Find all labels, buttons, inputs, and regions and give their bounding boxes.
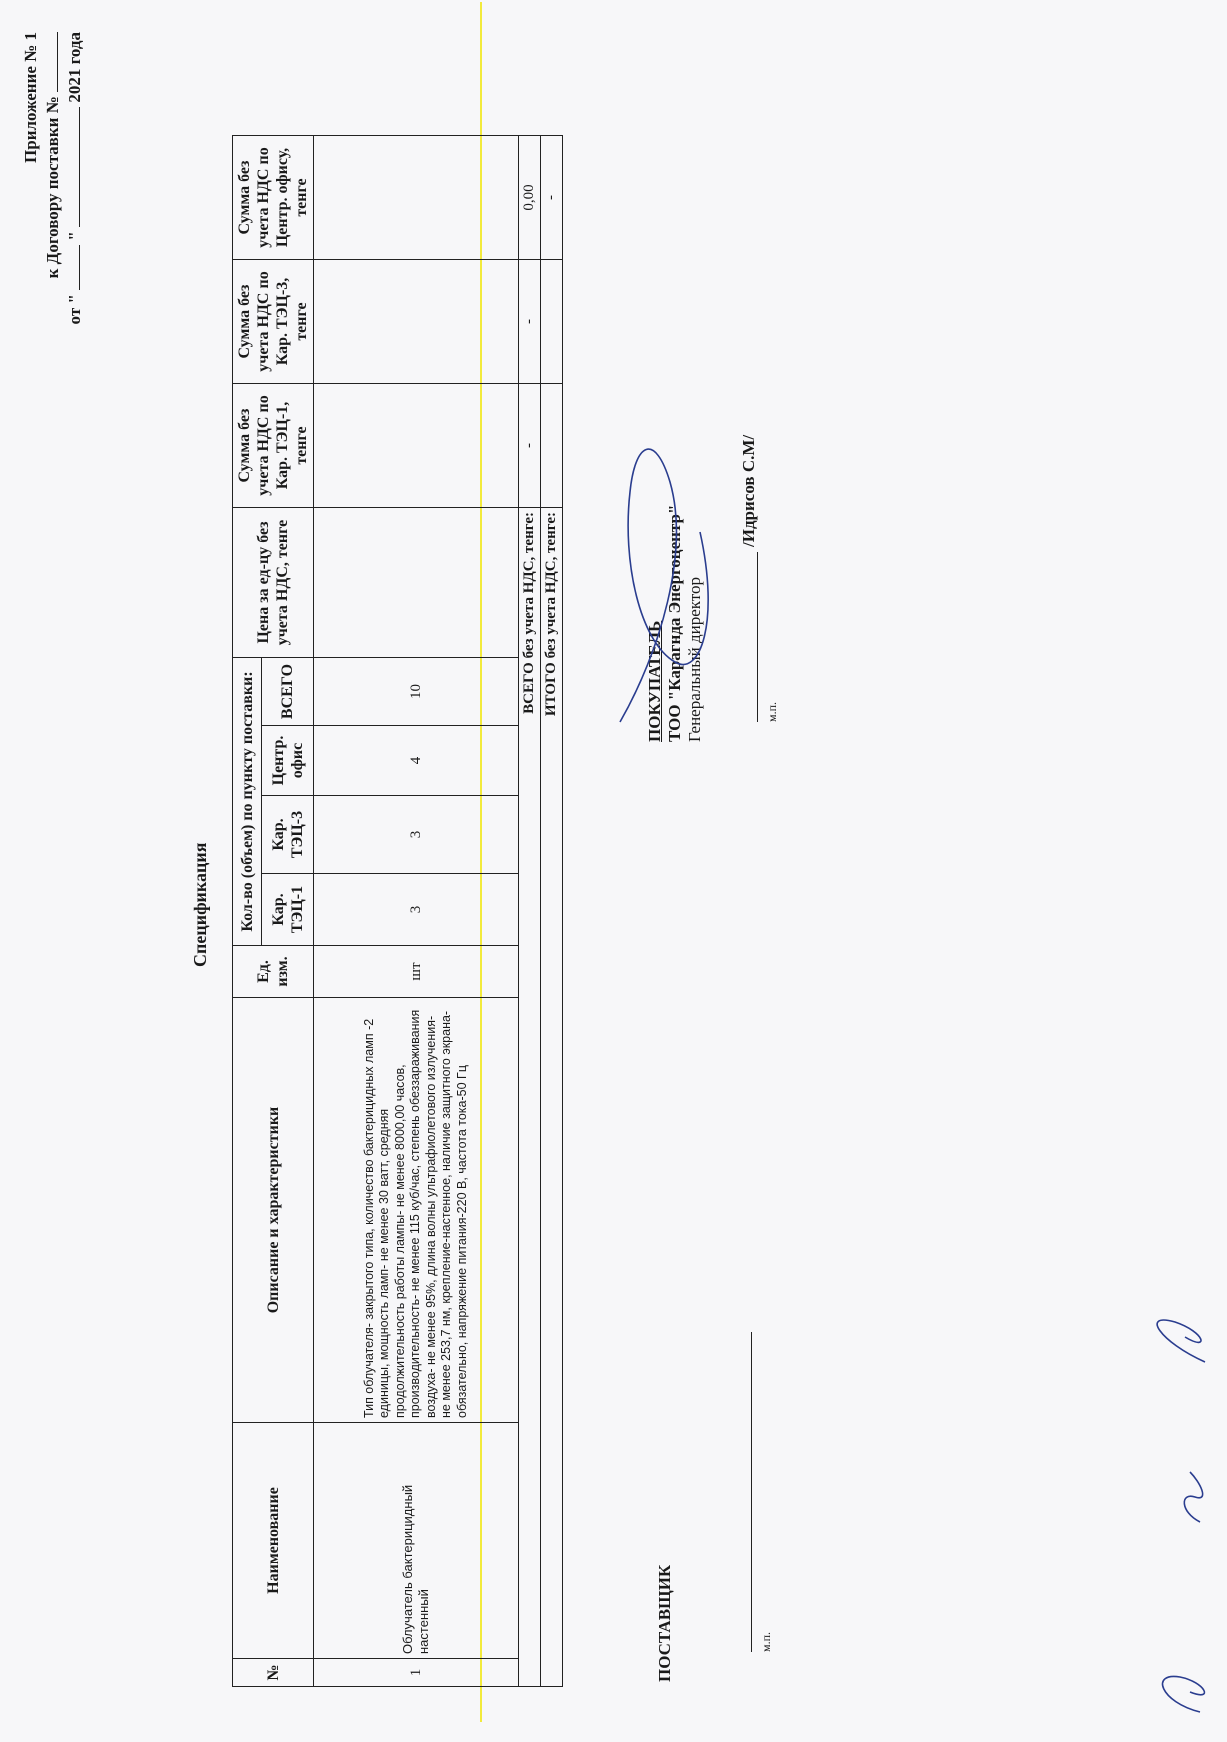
- row-name: Облучатель бактерицидный настенный: [314, 1423, 519, 1659]
- grand-total-sum-tec3: [541, 260, 563, 384]
- row-desc: Тип облучателя- закрытого типа, количество бактерицидных ламп -2 единицы, мощность ламп- не менее 30 ватт, средняя продолжительность работы лампы- не менее 8000,00 часов, производительность- не менее 115 куб/час, степень обеззараживания воздуха- не менее 95%, длина волны ультрафиолетового излучения- не менее 253,7 нм, крепление-настенное, наличие защитного экрана-обязательно, напряжение питания-220 В, частота тока-50 Гц: [314, 998, 519, 1423]
- row-qty-tec1: 3: [314, 874, 519, 946]
- row-price: [314, 508, 519, 658]
- total-sum-office: 0,00: [519, 136, 541, 260]
- supplier-label: ПОСТАВЩИК: [655, 1564, 674, 1682]
- row-sum-office: [314, 136, 519, 260]
- grand-total-sum-tec1: [541, 384, 563, 508]
- buyer-role: Генеральный директор: [685, 576, 704, 742]
- col-header-qty-tec3: Кар. ТЭЦ-3: [262, 796, 314, 874]
- col-header-qty-tec1: Кар. ТЭЦ-1: [262, 874, 314, 946]
- col-header-unit: Ед. изм.: [233, 946, 314, 998]
- contract-ref: к Договору поставки №: [42, 32, 64, 462]
- header-row-1: [233, 136, 262, 1687]
- row-unit: шт: [314, 946, 519, 998]
- appendix-number: Приложение № 1: [21, 32, 40, 163]
- page-title: Спецификация: [190, 842, 210, 967]
- total-sum-tec3: -: [519, 260, 541, 384]
- col-header-qty-total: ВСЕГО: [262, 658, 314, 726]
- table-row: [314, 136, 519, 1687]
- supplier-sign-line: [751, 1332, 752, 1652]
- buyer-label: ПОКУПАТЕЛЬ: [645, 620, 664, 742]
- total-sum-tec1: -: [519, 384, 541, 508]
- contract-date: от " " 2021 года: [65, 32, 84, 325]
- appendix-header: [20, 32, 86, 462]
- col-header-sum-tec3: Сумма без учета НДС по Кар. ТЭЦ-3, тенге: [233, 260, 314, 384]
- buyer-mp: м.п.: [765, 701, 779, 722]
- col-header-desc: Описание и характеристики: [233, 998, 314, 1423]
- buyer-sign-line: [757, 552, 758, 722]
- total-row: [519, 136, 541, 1687]
- col-header-num: №: [233, 1659, 314, 1687]
- col-header-price: Цена за ед-цу без учета НДС, тенге: [233, 508, 314, 658]
- row-sum-tec1: [314, 384, 519, 508]
- row-sum-tec3: [314, 260, 519, 384]
- grand-total-row: [541, 136, 563, 1687]
- grand-total-sum-office: -: [541, 136, 563, 260]
- row-num: 1: [314, 1659, 519, 1687]
- buyer-handwritten-signature: [600, 412, 740, 732]
- row-qty-tec3: 3: [314, 796, 519, 874]
- supplier-mp: м.п.: [759, 1631, 773, 1652]
- supplier-signature-block: [655, 1302, 785, 1682]
- row-qty-total: 10: [314, 658, 519, 726]
- row-qty-office: 4: [314, 726, 519, 796]
- grand-total-label: ИТОГО без учета НДС, тенге:: [541, 508, 563, 1687]
- total-label: ВСЕГО без учета НДС, тенге:: [519, 508, 541, 1687]
- buyer-name: /Идрисов С.М/: [739, 434, 758, 547]
- specification-table: [232, 135, 563, 1687]
- col-header-qty-group: Кол-во (объем) по пункту поставки:: [233, 658, 262, 946]
- col-header-sum-tec1: Сумма без учета НДС по Кар. ТЭЦ-1, тенге: [233, 384, 314, 508]
- initials-marks: [1120, 1292, 1220, 1732]
- col-header-sum-office: Сумма без учета НДС по Центр. офису, тенге: [233, 136, 314, 260]
- buyer-org: ТОО "Карагнда Энергоцентр": [665, 504, 684, 742]
- col-header-name: Наименование: [233, 1423, 314, 1659]
- col-header-qty-office: Центр. офис: [262, 726, 314, 796]
